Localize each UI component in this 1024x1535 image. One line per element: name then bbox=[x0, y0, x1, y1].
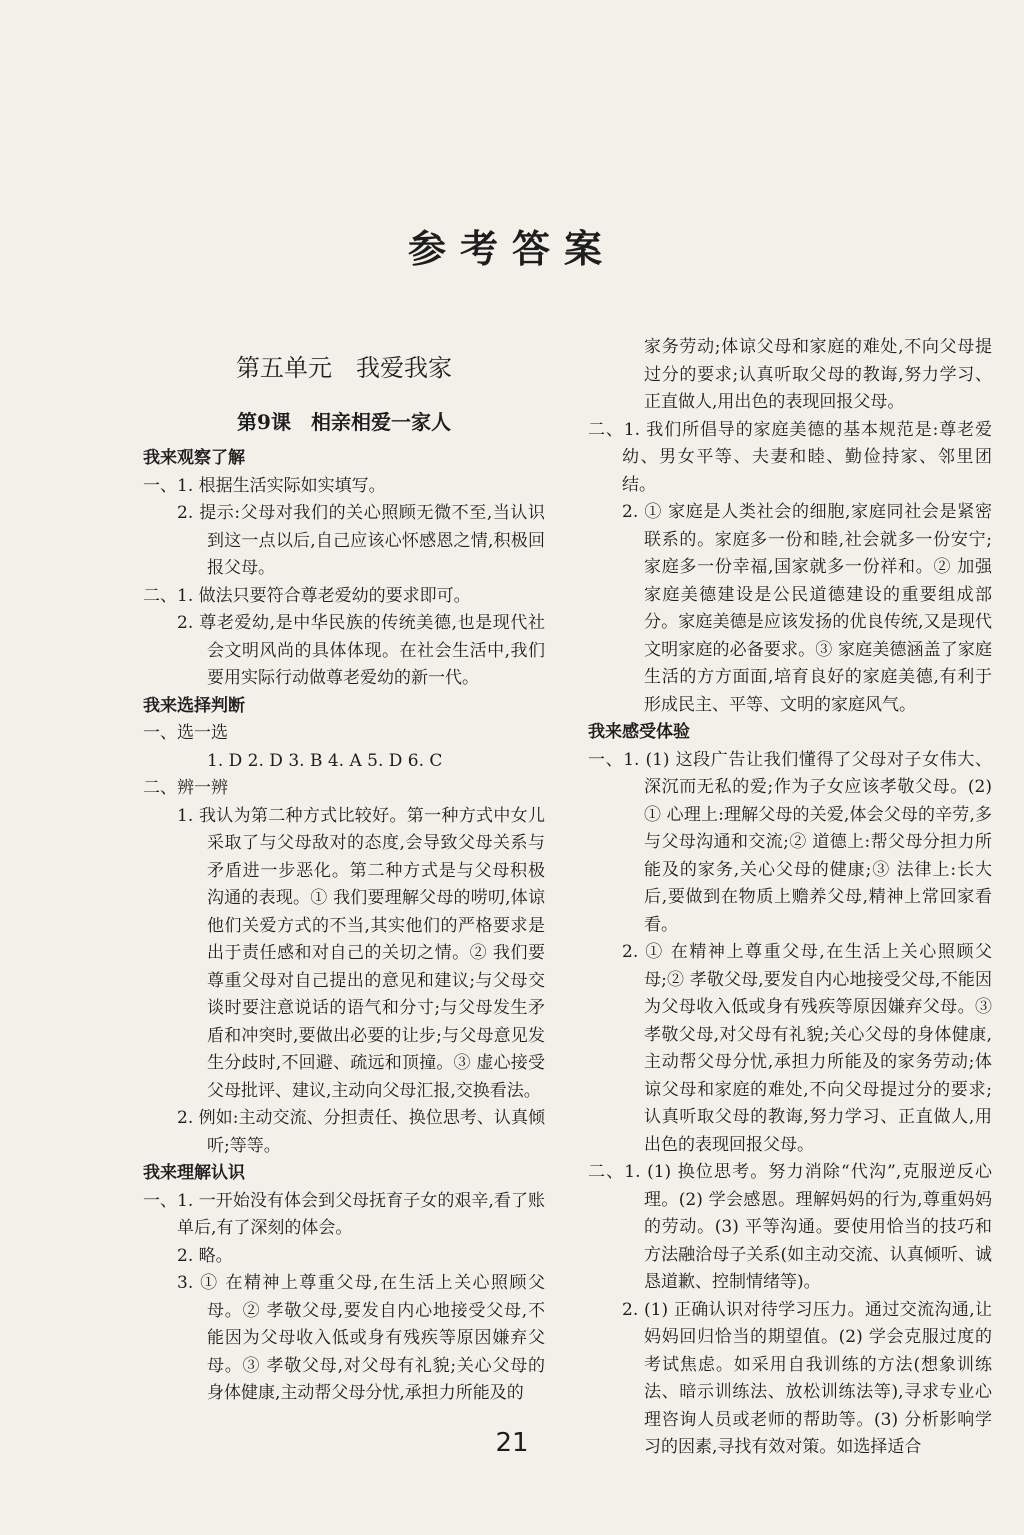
answer-item: 2. 例如:主动交流、分担责任、换位思考、认真倾听;等等。 bbox=[177, 1108, 545, 1156]
answer-item: 二、辨一辨 bbox=[143, 778, 228, 798]
answer-item: 2. (1) 正确认识对待学习压力。通过交流沟通,让妈妈回归恰当的期望值。(2) 学会克服过度的考试焦虑。如采用自我训练的方法(想象训练法、暗示训练法、放松训练法等),寻求专业心理咨询人员或老师的帮助等。(3) 分析影响学习的因素,寻找有效对策。如选择适合 bbox=[622, 1299, 992, 1457]
page-title: 参考答案 bbox=[407, 227, 616, 271]
page-number: 21 bbox=[495, 1428, 529, 1458]
lesson-title: 第9课 相亲相爱一家人 bbox=[237, 410, 451, 434]
answer-item: 一、1. 一开始没有体会到父母抚育子女的艰辛,看了账单后,有了深刻的体会。 bbox=[143, 1190, 545, 1238]
answer-item: 1. D 2. D 3. B 4. A 5. D 6. C bbox=[207, 750, 443, 771]
unit-title: 第五单元 我爱我家 bbox=[236, 354, 452, 382]
answer-item: 一、1. (1) 这段广告让我们懂得了父母对子女伟大、深沉而无私的爱;作为子女应该孝敬父母。(2) ① 心理上:理解父母的关爱,体会父母的辛劳,多与父母沟通和交流;② 道德上:帮父母分担力所能及的家务,关心父母的健康;③ 法律上:长大后,要做到在物质上赡养父母,精神上常回家看看。 bbox=[588, 749, 992, 935]
right-column bbox=[588, 334, 992, 1462]
section-heading: 我来感受体验 bbox=[588, 722, 690, 742]
answer-item: 二、1. (1) 换位思考。努力消除“代沟”,克服逆反心理。(2) 学会感恩。理解妈妈的行为,尊重妈妈的劳动。(3) 平等沟通。要使用恰当的技巧和方法融洽母子关系(如主动交流、认真倾听、诚恳道歉、控制情绪等)。 bbox=[588, 1162, 992, 1292]
section-heading: 我来选择判断 bbox=[143, 695, 245, 716]
answer-item: 家务劳动;体谅父母和家庭的难处,不向父母提过分的要求;认真听取父母的教诲,努力学习、正直做人,用出色的表现回报父母。 bbox=[644, 337, 992, 412]
left-column bbox=[143, 445, 545, 1408]
answer-item: 二、1. 做法只要符合尊老爱幼的要求即可。 bbox=[143, 585, 471, 606]
answer-item: 一、选一选 bbox=[143, 723, 228, 743]
section-heading: 我来理解认识 bbox=[143, 1163, 245, 1183]
answer-item: 2. 略。 bbox=[177, 1245, 233, 1266]
answer-item: 2. 尊老爱幼,是中华民族的传统美德,也是现代社会文明风尚的具体体现。在社会生活中,我们要用实际行动做尊老爱幼的新一代。 bbox=[177, 613, 545, 688]
answer-item: 2. ① 家庭是人类社会的细胞,家庭同社会是紧密联系的。家庭多一份和睦,社会就多一份安宁;家庭多一份幸福,国家就多一份祥和。② 加强家庭美德建设是公民道德建设的重要组成部分。家庭美德是应该发扬的优良传统,又是现代文明家庭的必备要求。③ 家庭美德涵盖了家庭生活的方方面面,培育良好的家庭美德,有利于形成民主、平等、文明的家庭风气。 bbox=[622, 502, 992, 715]
answer-item: 2. 提示:父母对我们的关心照顾无微不至,当认识到这一点以后,自己应该心怀感恩之情,积极回报父母。 bbox=[177, 503, 545, 578]
answer-item: 2. ① 在精神上尊重父母,在生活上关心照顾父母;② 孝敬父母,要发自内心地接受父母,不能因为父母收入低或身有残疾等原因嫌弃父母。③ 孝敬父母,对父母有礼貌;关心父母的身体健康,主动帮父母分忧,承担力所能及的家务劳动;体谅父母和家庭的难处,不向父母提过分的要求;认真听取父母的教诲,努力学习、正直做人,用出色的表现回报父母。 bbox=[622, 942, 992, 1155]
answer-item: 一、1. 根据生活实际如实填写。 bbox=[143, 475, 386, 496]
answer-item: 3. ① 在精神上尊重父母,在生活上关心照顾父母。② 孝敬父母,要发自内心地接受父母,不能因为父母收入低或身有残疾等原因嫌弃父母。③ 孝敬父母,对父母有礼貌;关心父母的身体健康,主动帮父母分忧,承担力所能及的 bbox=[177, 1273, 545, 1403]
section-heading: 我来观察了解 bbox=[143, 448, 245, 468]
answer-item: 1. 我认为第二种方式比较好。第一种方式中女儿采取了与父母敌对的态度,会导致父母关系与矛盾进一步恶化。第二种方式是与父母积极沟通的表现。① 我们要理解父母的唠叨,体谅他们关爱方式的不当,其实他们的严格要求是出于责任感和对自己的关切之情。② 我们要尊重父母对自己提出的意见和建议;与父母交谈时要注意说话的语气和分寸;与父母发生矛盾和冲突时,要做出必要的让步;与父母意见发生分歧时,不回避、疏远和顶撞。③ 虚心接受父母批评、建议,主动向父母汇报,交换看法。 bbox=[177, 805, 545, 1101]
answer-item: 二、1. 我们所倡导的家庭美德的基本规范是:尊老爱幼、男女平等、夫妻和睦、勤俭持家、邻里团结。 bbox=[588, 419, 992, 495]
